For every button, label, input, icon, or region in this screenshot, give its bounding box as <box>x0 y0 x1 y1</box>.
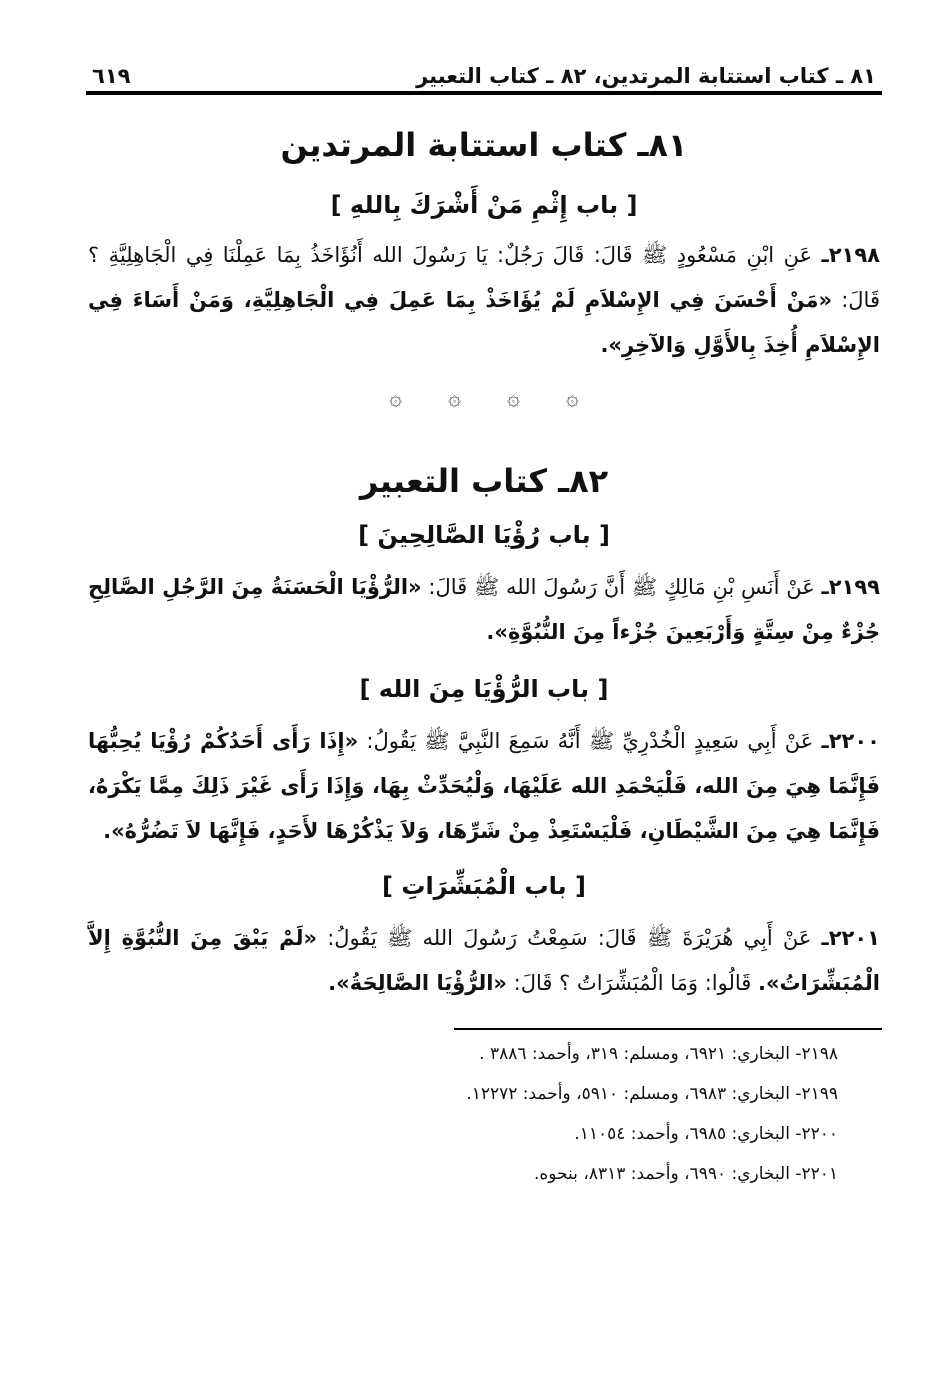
hadith-2199 <box>86 565 882 655</box>
hadith-isnad: عَنْ أَبِي سَعِيدٍ الْخُدْرِيِّ ﷺ أَنَّهُ سَمِعَ النَّبِيَّ ﷺ يَقُولُ: <box>358 729 822 753</box>
star-ornament-icon: ۞ <box>389 386 403 411</box>
star-ornament-icon: ۞ <box>507 386 520 411</box>
hadith-matn: «إِذَا رَأَى أَحَدُكُمْ رُؤْيَا يُحِبُّهَا فَإِنَّمَا هِيَ مِنَ الله، فَلْيَحْمَدِ الله عَلَيْهَا، وَلْيُحَدِّثْ بِهَا، وَإِذَا رَأَى غَيْرَ ذَلِكَ مِمَّا يَكْرَهُ، فَإِنَّمَا هِيَ مِنَ الشَّيْطَانِ، فَلْيَسْتَعِذْ مِنْ شَرِّهَا، وَلاَ يَذْكُرْهَا لأَحَدٍ، فَإِنَّهَا لاَ تَضُرُّهُ». <box>88 729 880 843</box>
footnote-2198: ٢١٩٨- البخاري: ٦٩٢١، ومسلم: ٣١٩، وأحمد: ٣٨٨٦ . <box>479 1044 838 1064</box>
hadith-isnad: عَنِ ابْنِ مَسْعُودٍ ﷺ قَالَ: قَالَ رَجُلٌ: يَا رَسُولَ الله أَنُؤَاخَذُ بِمَا عَمِلْنَا فِي الْجَاهِلِيَّةِ ؟ قَالَ: <box>88 243 880 312</box>
running-title: ٨١ ـ كتاب استتابة المرتدين، ٨٢ ـ كتاب التعبير <box>416 64 876 88</box>
star-ornament-icon: ۞ <box>565 386 579 411</box>
hadith-number: ٢٢٠١ـ <box>821 926 881 950</box>
running-header <box>86 50 882 88</box>
chapter-heading-shirk: [ باب إِثْمِ مَنْ أَشْرَكَ بِاللهِ ] <box>330 191 638 219</box>
hadith-number: ٢١٩٩ـ <box>821 575 880 599</box>
book-title-81: ٨١ـ كتاب استتابة المرتدين <box>280 126 688 164</box>
hadith-answer: «الرُّؤْيَا الصَّالِحَةُ». <box>328 971 507 995</box>
book-title-82: ٨٢ـ كتاب التعبير <box>359 462 609 500</box>
hadith-number: ٢٢٠٠ـ <box>821 729 881 753</box>
page-number: ٦١٩ <box>92 64 131 88</box>
chapter-heading-glad-tidings: [ باب الْمُبَشِّرَاتِ ] <box>382 872 586 900</box>
hadith-matn: «لَمْ يَبْقَ مِنَ النُّبُوَّةِ إِلاَّ الْمُبَشِّرَاتُ». <box>88 926 880 995</box>
section-separator <box>86 386 882 411</box>
footnote-2199: ٢١٩٩- البخاري: ٦٩٨٣، ومسلم: ٥٩١٠، وأحمد: ١٢٢٧٢. <box>466 1084 838 1104</box>
footnote-2201: ٢٢٠١- البخاري: ٦٩٩٠، وأحمد: ٨٣١٣، بنحوه. <box>533 1164 838 1184</box>
hadith-2198 <box>86 233 882 368</box>
footnote-2200: ٢٢٠٠- البخاري: ٦٩٨٥، وأحمد: ١١٠٥٤. <box>574 1124 838 1144</box>
hadith-number: ٢١٩٨ـ <box>821 243 880 267</box>
hadith-2201 <box>86 916 882 1006</box>
hadith-matn: «الرُّؤْيَا الْحَسَنَةُ مِنَ الرَّجُلِ الصَّالِحِ جُزْءٌ مِنْ سِتَّةٍ وَأَرْبَعِينَ جُزْءاً مِنَ النُّبُوَّةِ». <box>88 575 880 644</box>
hadith-matn: «مَنْ أَحْسَنَ فِي الإِسْلاَمِ لَمْ يُؤَاخَذْ بِمَا عَمِلَ فِي الْجَاهِلِيَّةِ، وَمَنْ أَسَاءَ فِي الإِسْلاَمِ أُخِذَ بِالأَوَّلِ وَالآخِرِ». <box>88 288 880 357</box>
hadith-question: قَالُوا: وَمَا الْمُبَشِّرَاتُ ؟ قَالَ: <box>506 971 758 995</box>
footnotes <box>86 1034 882 1194</box>
chapter-heading-from-allah: [ باب الرُّؤْيَا مِنَ الله ] <box>359 675 609 703</box>
hadith-isnad: عَنْ أَنَسِ بْنِ مَالِكٍ ﷺ أَنَّ رَسُولَ الله ﷺ قَالَ: <box>421 575 822 599</box>
hadith-isnad: عَنْ أَبِي هُرَيْرَةَ ﷺ قَالَ: سَمِعْتُ رَسُولَ الله ﷺ يَقُولُ: <box>317 926 822 950</box>
hadith-2200 <box>86 719 882 854</box>
star-ornament-icon: ۞ <box>448 386 461 411</box>
chapter-heading-righteous: [ باب رُؤْيَا الصَّالِحِينَ ] <box>358 521 610 549</box>
book-page <box>86 50 882 1194</box>
